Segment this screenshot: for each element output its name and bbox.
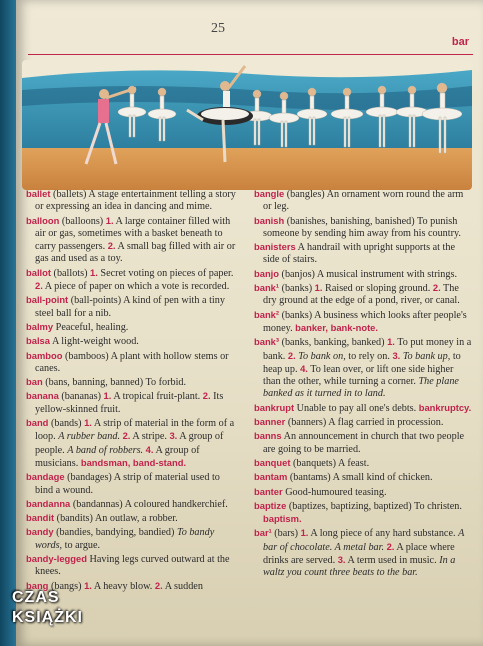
ballet-illustration — [22, 60, 472, 190]
definition: A place where drinks are served. — [263, 541, 455, 567]
definition: Having legs curved outward at the knees. — [35, 554, 230, 578]
definition: A sudden — [162, 580, 203, 592]
headword: ballet — [26, 188, 51, 199]
definition: A stripe. — [130, 431, 170, 443]
headword: bantam — [254, 471, 288, 483]
headword: banjo — [254, 267, 279, 279]
definition: A long piece of any hard substance. — [308, 528, 459, 540]
definition: (banquets) A feast. — [290, 457, 370, 469]
definition: To put money in a bank. — [263, 337, 472, 362]
example-text: In a waltz you count three beats to the bar. — [263, 555, 456, 579]
definition: A small bag filled with air or gas and used as a toy. — [35, 241, 236, 265]
dictionary-entry — [26, 188, 238, 214]
headword: bandanna — [26, 497, 71, 509]
header-rule — [28, 54, 473, 55]
headword: bamboo — [26, 349, 63, 361]
sense-number: 3. — [392, 349, 401, 361]
definition: A group of people. — [35, 431, 224, 456]
headword: balsa — [26, 335, 50, 347]
example-text: A bar of chocolate. A metal bar. — [263, 528, 465, 553]
definition: An announcement in church that two people are going to be married. — [263, 431, 465, 455]
sense-number: 4. — [145, 443, 154, 455]
headword: bankrupt — [254, 401, 295, 413]
definition: Peaceful, healing. — [53, 321, 129, 333]
definition: A piece of paper on which a vote is recorded. — [42, 281, 230, 293]
definition: (bantams) A small kind of chicken. — [287, 472, 433, 484]
sense-number: 1. — [84, 579, 92, 591]
definition: To lean over, or lift one side higher than the other, while turning a corner. — [263, 363, 454, 388]
dictionary-entry — [26, 350, 238, 376]
definition: Good-humoured teasing. — [282, 486, 387, 498]
definition: (balloons) — [59, 215, 106, 227]
right-column — [254, 188, 472, 638]
definition: (ball-points) A kind of pen with a tiny steel ball for a nib. — [35, 295, 225, 319]
definition: A large container filled with air or gas, sometimes with a basket beneath to carry passengers. — [35, 215, 231, 253]
headword: balloon — [26, 214, 60, 226]
dictionary-entry — [26, 471, 238, 497]
related-words: bankruptcy. — [418, 401, 472, 413]
headword: bar¹ — [254, 527, 272, 539]
dictionary-entry — [26, 390, 238, 416]
dictionary-entry — [26, 512, 238, 525]
definition: (bars) — [271, 528, 301, 540]
dictionary-entry — [254, 471, 472, 484]
definition: (banners) A flag carried in procession. — [285, 417, 444, 429]
dictionary-entry — [26, 526, 238, 552]
definition: (bandannas) A coloured handkerchief. — [70, 498, 228, 510]
example-text: To bank up, — [402, 350, 451, 362]
definition: (banjos) A musical instrument with strings. — [279, 268, 457, 280]
definition: (bananas) — [58, 391, 104, 403]
dictionary-entry — [254, 500, 472, 527]
definition: (bangles) An ornament worn round the arm or leg. — [263, 189, 464, 213]
sense-number: 2. — [122, 430, 131, 442]
dictionary-entry — [254, 416, 472, 429]
dictionary-entry — [254, 457, 472, 470]
dictionary-entry — [26, 215, 238, 266]
sense-number: 1. — [103, 390, 112, 402]
dictionary-entry — [26, 417, 238, 470]
headword: baptize — [254, 499, 287, 511]
definition: (ballots) — [51, 267, 91, 279]
headword: banisters — [254, 241, 296, 253]
related-words: baptism. — [263, 513, 302, 525]
sense-number: 2. — [287, 349, 296, 361]
sense-number: 1. — [84, 417, 92, 429]
definition: (banks) — [279, 283, 315, 295]
headword: banana — [26, 390, 59, 402]
dictionary-entry — [26, 321, 238, 334]
dictionary-entry — [254, 430, 472, 456]
definition: (banishes, banishing, banished) To punish someone by sending him away from his country. — [263, 215, 461, 239]
sense-number: 4. — [300, 362, 308, 374]
left-column — [26, 188, 238, 638]
definition: (baptizes, baptizing, baptized) To christen. — [286, 500, 462, 512]
headword: ballot — [26, 266, 51, 278]
headword: bandit — [26, 512, 55, 524]
headword: ban — [26, 376, 43, 388]
related-words: banker, bank-note. — [295, 321, 379, 333]
definition: The dry ground at the edge of a pond, river, or canal. — [263, 283, 460, 307]
ballet-scene-image — [22, 60, 472, 190]
dictionary-columns — [26, 188, 481, 638]
dictionary-entry — [26, 267, 238, 294]
definition: (bandages) A strip of material used to bind a wound. — [35, 472, 220, 496]
page-number: 25 — [211, 21, 225, 36]
definition: (bandies, bandying, bandied) — [53, 527, 177, 539]
example-text: A band of robbers. — [67, 444, 144, 456]
definition: (banks, banking, banked) — [279, 337, 388, 349]
headword: bandage — [26, 471, 65, 483]
definition: A heavy blow. — [91, 580, 155, 592]
dictionary-entry — [26, 335, 238, 348]
definition: Secret voting on pieces of paper. — [97, 267, 234, 279]
headword: bank³ — [254, 336, 280, 348]
definition: A strip of material in the form of a loop. — [35, 418, 235, 443]
sense-number: 2. — [202, 390, 211, 402]
dictionary-entry — [254, 486, 472, 499]
sense-number: 1. — [387, 336, 395, 348]
definition: A handrail with upright supports at the side of stairs. — [263, 242, 455, 266]
definition: (bands) — [48, 418, 85, 430]
sense-number: 1. — [90, 266, 98, 278]
definition: A term used in music. — [345, 555, 440, 567]
sense-number: 2. — [35, 280, 43, 292]
watermark-line1: CZAS — [12, 589, 60, 606]
headword: bandy — [26, 526, 54, 538]
headword: balmy — [26, 320, 54, 332]
headword: bank² — [254, 308, 280, 320]
definition: Raised or sloping ground. — [322, 283, 433, 295]
headword: bangle — [254, 188, 285, 199]
definition: Its yellow-skinned fruit. — [35, 391, 224, 415]
definition: (bamboos) A plant with hollow stems or canes. — [35, 350, 229, 374]
headword: bang — [26, 579, 49, 591]
sense-number: 2. — [432, 282, 441, 294]
dictionary-entry — [26, 498, 238, 511]
definition: A tropical fruit-plant. — [111, 391, 203, 403]
definition: (bans, banning, banned) To forbid. — [42, 377, 187, 389]
example-text: A rubber band. — [58, 431, 121, 443]
dictionary-entry — [26, 376, 238, 389]
dictionary-entry — [254, 268, 472, 281]
definition: Unable to pay all one's debts. — [294, 402, 419, 414]
dictionary-page — [16, 0, 483, 646]
guide-word: bar — [451, 36, 469, 48]
headword: banter — [254, 485, 283, 497]
dictionary-entry — [254, 241, 472, 267]
watermark — [12, 588, 83, 628]
sense-number: 3. — [337, 554, 346, 566]
definition: to argue. — [62, 539, 101, 551]
dictionary-entry — [254, 402, 472, 415]
related-words: bandsman, band-stand. — [80, 456, 187, 468]
headword: bandy-legged — [26, 553, 87, 565]
definition: A group of musicians. — [35, 444, 200, 469]
headword: band — [26, 417, 49, 429]
watermark-line2: KSIĄŻKI — [12, 609, 83, 626]
dictionary-entry — [254, 188, 472, 214]
headword: banner — [254, 416, 286, 428]
dictionary-entry — [254, 309, 472, 336]
sense-number: 2. — [154, 579, 163, 591]
example-text: The plane banked as it turned in to land. — [263, 376, 459, 400]
headword: banquet — [254, 456, 291, 468]
example-text: To bank on, — [298, 350, 346, 362]
headword: ball-point — [26, 294, 69, 306]
example-text: To bandy words, — [35, 527, 215, 551]
sense-number: 2. — [386, 540, 395, 552]
headword: bank¹ — [254, 282, 280, 294]
sense-number: 1. — [300, 527, 309, 539]
dictionary-entry — [26, 553, 238, 579]
definition: A light-weight wood. — [49, 336, 139, 348]
sense-number: 1. — [314, 282, 323, 294]
definition: (bandits) An outlaw, a robber. — [54, 513, 178, 525]
dictionary-entry — [254, 282, 472, 308]
definition: to heap up. — [263, 350, 461, 375]
sense-number: 1. — [105, 214, 114, 226]
headword: banish — [254, 214, 285, 226]
sense-number: 3. — [169, 430, 178, 442]
sense-number: 2. — [107, 240, 116, 252]
dictionary-entry — [254, 215, 472, 241]
definition: (banks) A business which looks after people's money. — [263, 309, 467, 334]
dictionary-entry — [254, 527, 472, 579]
headword: banns — [254, 430, 282, 442]
definition: (ballets) A stage entertainment telling a story or expressing an idea in dancing and mime. — [35, 189, 236, 213]
dictionary-entry — [254, 336, 472, 400]
definition: (bangs) — [48, 580, 85, 592]
definition: to rely on. — [345, 350, 393, 362]
dictionary-entry — [26, 294, 238, 320]
